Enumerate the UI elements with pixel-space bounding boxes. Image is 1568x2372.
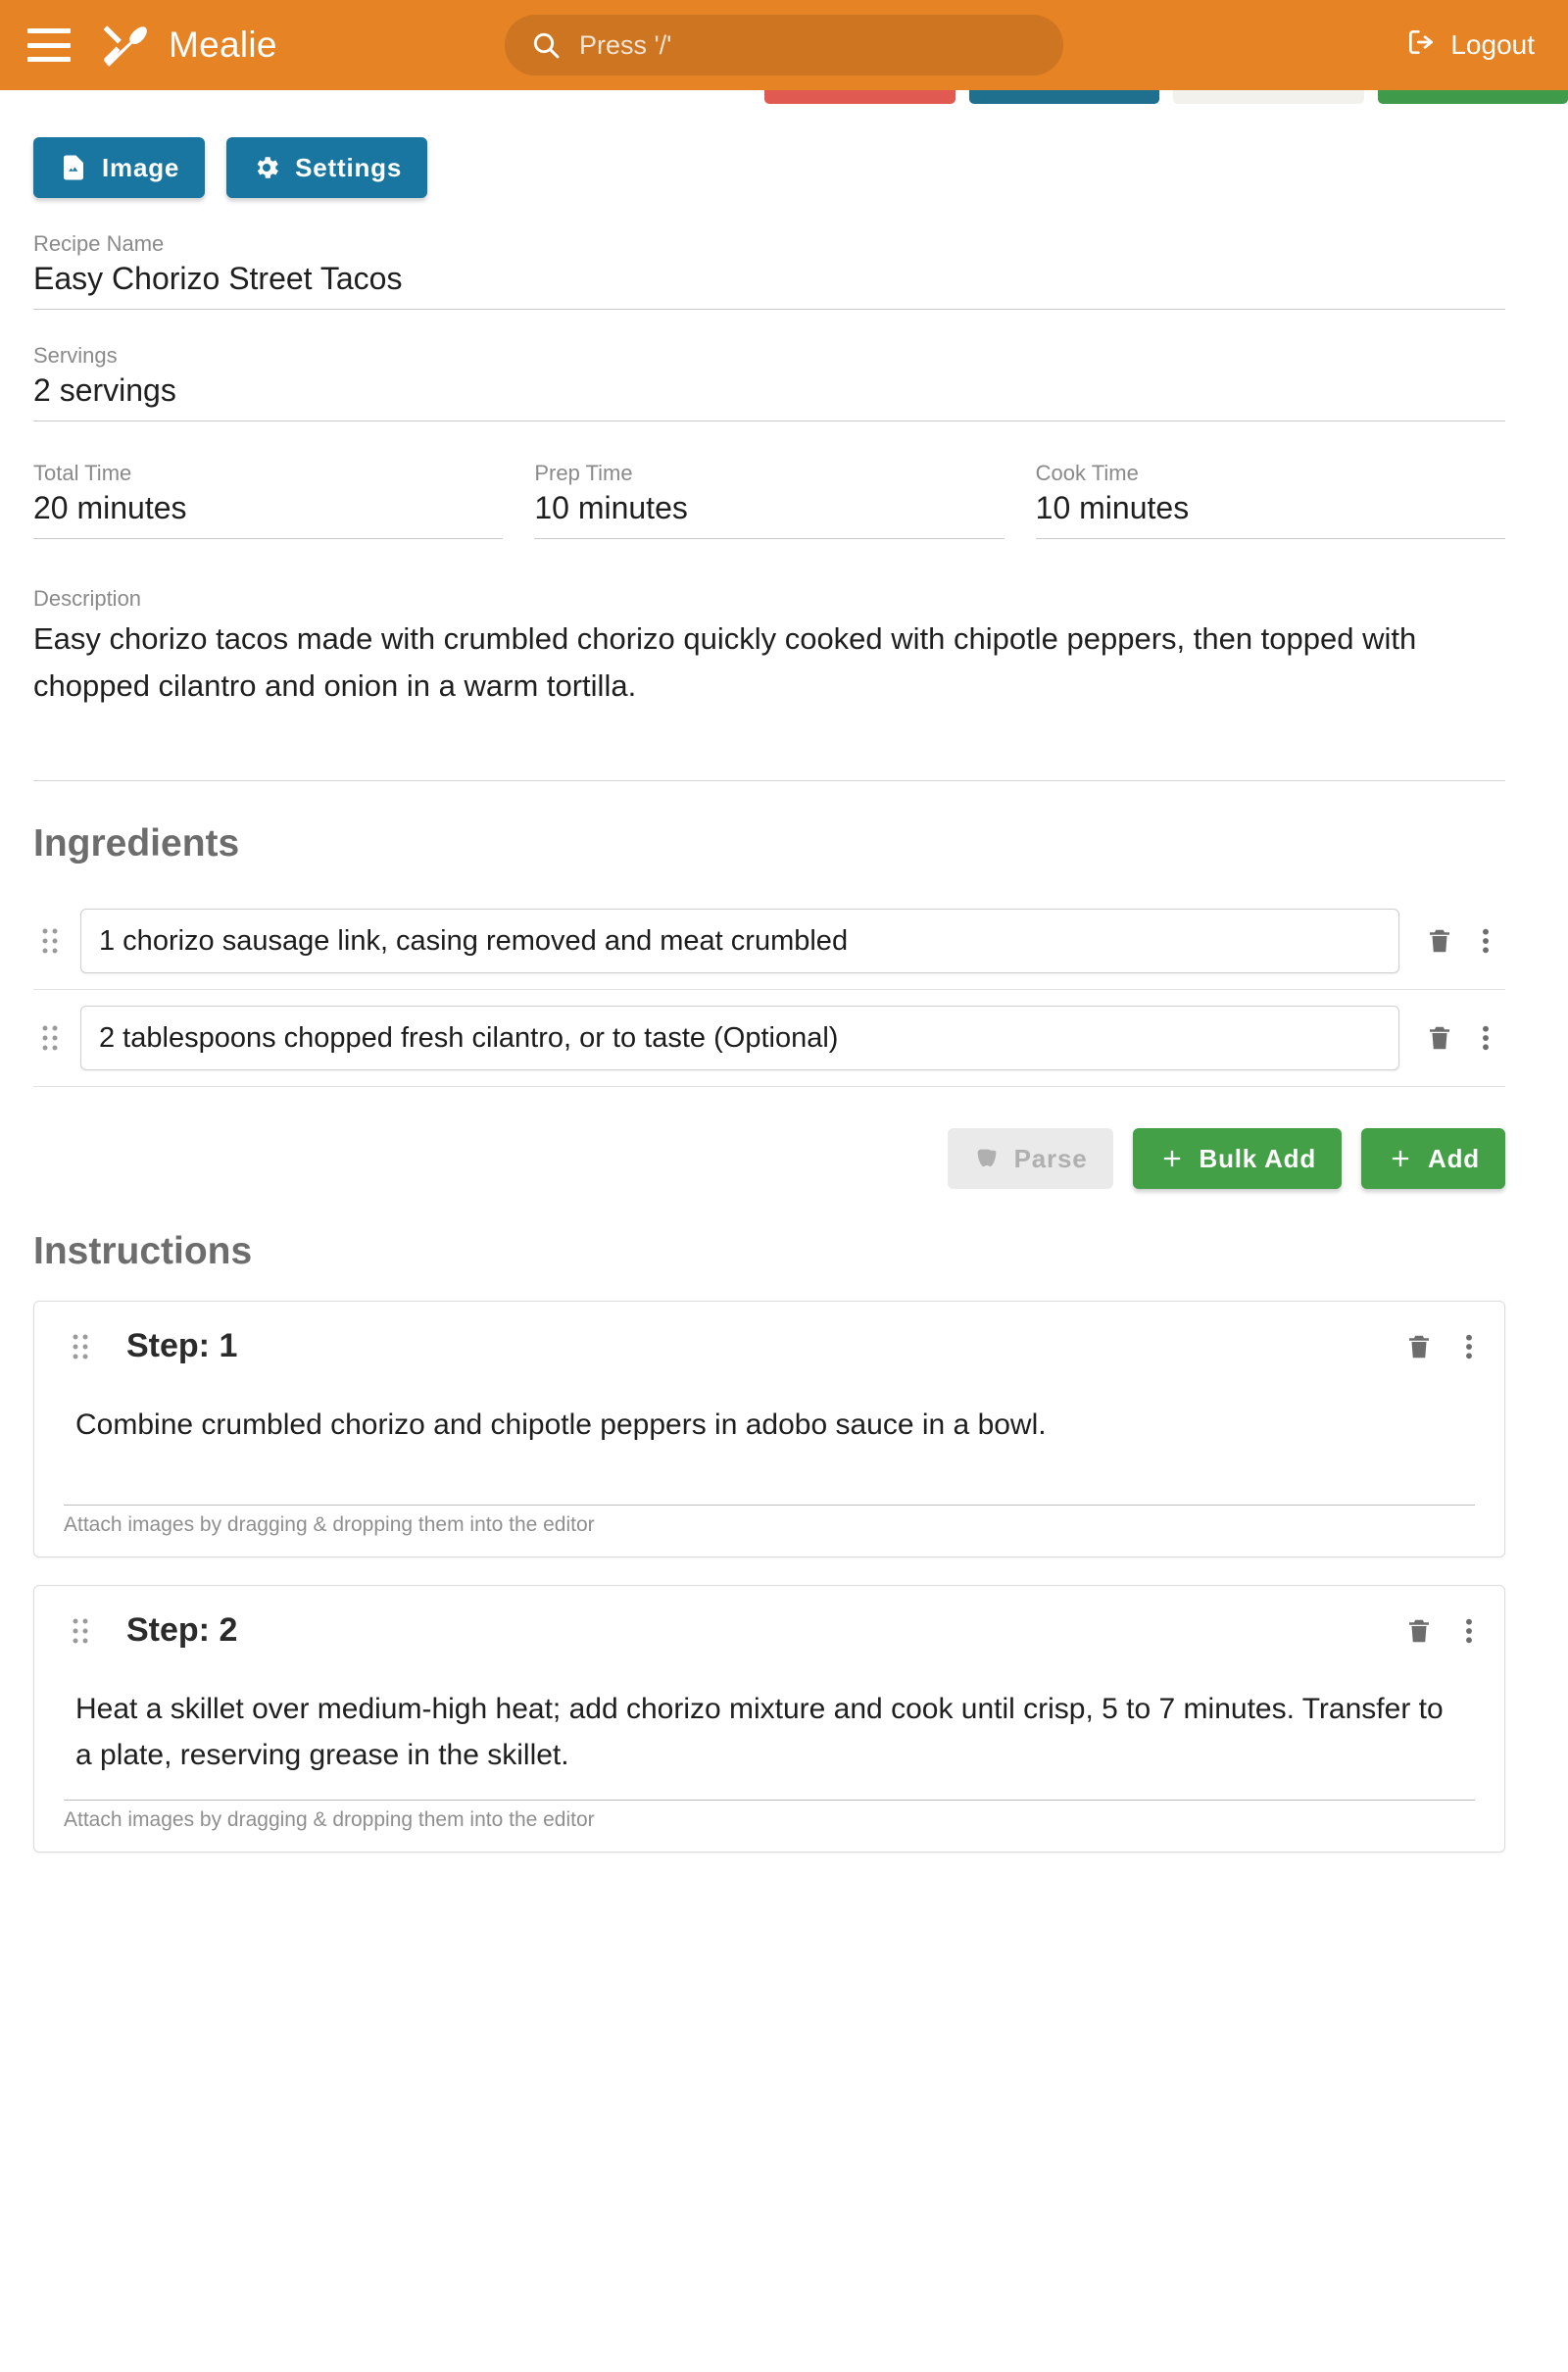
total-time-field[interactable] xyxy=(33,461,503,539)
logout-label: Logout xyxy=(1450,29,1535,60)
cook-time-value[interactable]: 10 minutes xyxy=(1036,490,1505,539)
ingredient-row xyxy=(33,893,1505,990)
recipe-editor xyxy=(0,90,1539,1853)
recipe-name-field[interactable] xyxy=(33,231,1505,310)
drag-handle-icon[interactable] xyxy=(33,1023,67,1053)
search-input[interactable] xyxy=(505,15,1063,75)
ingredients-heading: Ingredients xyxy=(33,822,240,865)
delete-icon[interactable] xyxy=(1425,1022,1454,1054)
instructions-heading: Instructions xyxy=(33,1230,253,1272)
menu-icon[interactable] xyxy=(27,28,71,62)
description-label: Description xyxy=(33,586,142,611)
instruction-step-card xyxy=(33,1585,1505,1853)
image-button-label: Image xyxy=(102,152,180,182)
recipe-name-value[interactable]: Easy Chorizo Street Tacos xyxy=(33,261,1505,310)
parse-button[interactable] xyxy=(948,1128,1113,1189)
more-options-icon[interactable] xyxy=(1480,1022,1492,1054)
ingredient-input[interactable]: 1 chorizo sausage link, casing removed and meat crumbled xyxy=(80,909,1399,973)
plus-icon xyxy=(1387,1145,1414,1172)
add-label: Add xyxy=(1428,1143,1480,1173)
instruction-step-card xyxy=(33,1301,1505,1557)
plus-icon xyxy=(1158,1145,1186,1172)
total-time-value[interactable]: 20 minutes xyxy=(33,490,503,539)
more-options-icon[interactable] xyxy=(1463,1331,1475,1362)
bulk-add-button[interactable] xyxy=(1133,1128,1343,1189)
description-field[interactable] xyxy=(33,586,1505,781)
gear-icon xyxy=(252,153,281,182)
delete-icon[interactable] xyxy=(1425,925,1454,957)
step-header xyxy=(64,1611,1475,1650)
step-text[interactable]: Heat a skillet over medium-high heat; add chorizo mixture and cook until crisp, 5 to 7 minutes. Transfer to a plate, reserving grease in the skillet. xyxy=(75,1693,1444,1771)
logout-button[interactable] xyxy=(1405,26,1535,65)
settings-button[interactable] xyxy=(226,137,427,198)
search-icon xyxy=(530,29,562,61)
step-title: Step: 1 xyxy=(126,1327,238,1364)
settings-button-label: Settings xyxy=(295,152,403,182)
parse-label: Parse xyxy=(1013,1143,1088,1173)
mealie-logo-icon xyxy=(98,19,151,72)
time-fields xyxy=(33,461,1505,539)
drag-handle-icon[interactable] xyxy=(64,1332,97,1361)
step-hint: Attach images by dragging & dropping them into the editor xyxy=(64,1513,595,1536)
servings-label: Servings xyxy=(33,343,118,368)
total-time-label: Total Time xyxy=(33,461,132,485)
description-value[interactable]: Easy chorizo tacos made with crumbled chorizo quickly cooked with chipotle peppers, then topped with chopped cilantro and onion in a warm tortilla. xyxy=(33,621,1417,704)
ingredient-row xyxy=(33,990,1505,1087)
search-placeholder: Press '/' xyxy=(579,29,672,60)
servings-value[interactable]: 2 servings xyxy=(33,372,1505,421)
servings-field[interactable] xyxy=(33,343,1505,421)
step-hint: Attach images by dragging & dropping them into the editor xyxy=(64,1808,595,1831)
image-icon xyxy=(59,153,88,182)
app-title: Mealie xyxy=(169,25,277,65)
step-title: Step: 2 xyxy=(126,1611,238,1649)
ingredient-input[interactable]: 2 tablespoons chopped fresh cilantro, or to taste (Optional) xyxy=(80,1006,1399,1070)
bulk-add-label: Bulk Add xyxy=(1199,1143,1317,1173)
more-options-icon[interactable] xyxy=(1480,925,1492,957)
ingredient-row-actions xyxy=(1425,1022,1492,1054)
cook-time-label: Cook Time xyxy=(1035,461,1139,485)
prep-time-value[interactable]: 10 minutes xyxy=(534,490,1004,539)
prep-time-label: Prep Time xyxy=(534,461,633,485)
step-text[interactable]: Combine crumbled chorizo and chipotle peppers in adobo sauce in a bowl. xyxy=(75,1408,1047,1441)
cook-time-field[interactable] xyxy=(1036,461,1505,539)
recipe-name-label: Recipe Name xyxy=(33,231,165,256)
logout-icon xyxy=(1405,26,1437,65)
more-options-icon[interactable] xyxy=(1463,1615,1475,1647)
app-bar xyxy=(0,0,1568,90)
prep-time-field[interactable] xyxy=(534,461,1004,539)
delete-icon[interactable] xyxy=(1404,1615,1434,1647)
drag-handle-icon[interactable] xyxy=(64,1616,97,1646)
description-divider xyxy=(33,780,1505,781)
parse-icon xyxy=(973,1145,1001,1172)
delete-icon[interactable] xyxy=(1404,1331,1434,1362)
ingredient-actions xyxy=(33,1128,1505,1189)
image-button[interactable] xyxy=(33,137,205,198)
step-header xyxy=(64,1327,1475,1365)
add-ingredient-button[interactable] xyxy=(1361,1128,1505,1189)
ingredient-row-actions xyxy=(1425,925,1492,957)
drag-handle-icon[interactable] xyxy=(33,926,67,956)
editor-toolbar xyxy=(33,90,1505,198)
